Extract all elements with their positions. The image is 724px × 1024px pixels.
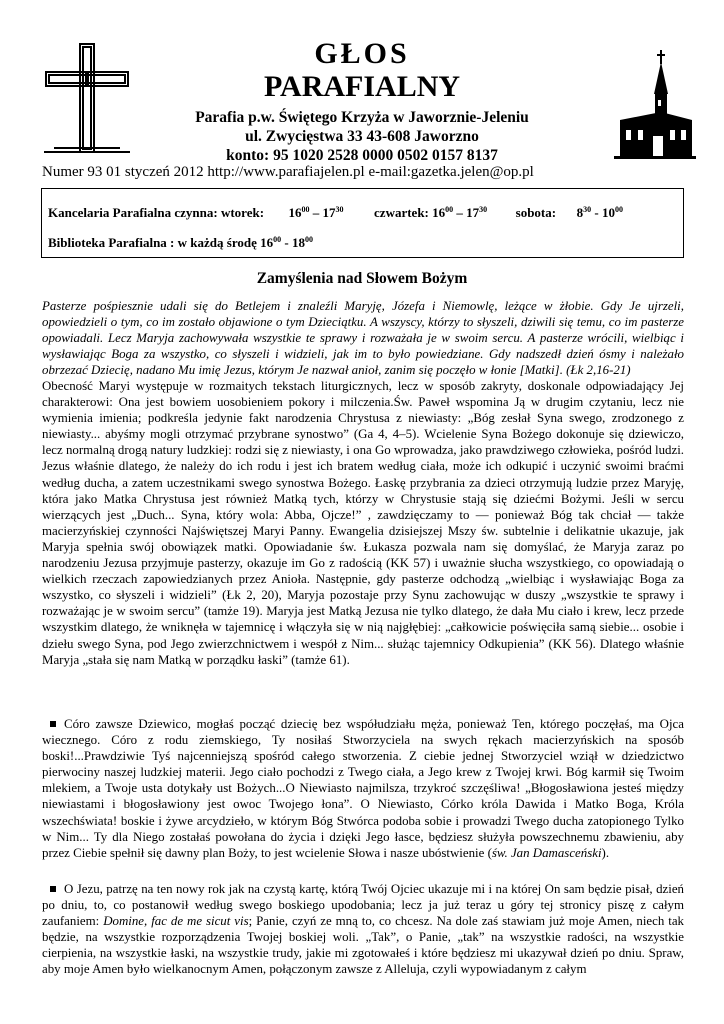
parish-name: Parafia p.w. Świętego Krzyża w Jaworznie-Jeleniu: [195, 109, 529, 126]
bullet-icon: [50, 721, 56, 727]
prayer-paragraph-1: Córo zawsze Dziewico, mogłaś począć dziecię bez współudziału męża, ponieważ Ten, którego poczęłaś, ma Ojca wiecznego. Córo z rodu ziemskiego, Ty nosiłaś Stworzyciela na swych rękach macierzyńskich na sposób boski!...Prawdziwie Tyś najcenniejszą spośród całego stworzenia. Z ciebie jednej Stworzyciel wziął w dziedzictwo pierwociny naszej ludzkiej materii. Jego ciało pochodzi z Twego ciała, a Jego krew z Twojej krwi. Bóg karmił się Twoim mlekiem, a Twoje usta dotykały ust Bożych...O Niewiasto najmilsza, trzykroć szczęśliwa! „Błogosławiona jesteś między niewiastami i błogosławiony jest owoc Twojego łona”. O Niewiasto, Córko króla Dawida i Matko Boga, Króla wszechświata! boskie i żywe arcydzieło, w którym Bóg Stwórca podoba sobie i prowadzi Twego ducha zatopionego Tylko w Nim... Ty dla Niego zostałaś powołana do życia i dzięki Jego łasce, będziesz służyła powszechnemu zbawieniu, aby przez Ciebie spełnił się dawny plan Boży, to jest wcielenie Słowa i nasze ubóstwienie (św. Jan Damasceński).: [42, 717, 684, 860]
thursday-label: czwartek:: [374, 205, 429, 220]
bullet-icon: [50, 886, 56, 892]
tuesday-hours: $16^{00} - 17^{30}$: [288, 205, 344, 220]
saturday-hours: $8^{30} - 10^{00}$: [576, 205, 623, 220]
saturday-label: sobota:: [515, 205, 557, 220]
bank-account: konto: 95 1020 2528 0000 0502 0157 8137: [226, 147, 498, 164]
office-label: Kancelaria Parafialna czynna: wtorek:: [48, 205, 265, 220]
thursday-hours: $16^{00} - 17^{30}$: [432, 205, 488, 220]
library-label: Biblioteka Parafialna : w każdą środę: [48, 235, 257, 250]
article-title: Zamyślenia nad Słowem Bożym: [256, 270, 468, 287]
commentary-paragraph: Obecność Maryi występuje w rozmaitych tekstach liturgicznych, lecz w sposób zakryty, doskonale odpowiadający Jej charakterowi: Ona jest bowiem uosobieniem pokory i milczenia.Św. Paweł wspomina Ją w drugim czytaniu, lecz nie wymienia imienia; podkreśla jedynie fakt narodzenia Chrystusa z niewiasty: „Bóg zesłał Syna swego, zrodzonego z niewiasty... abyśmy mogli otrzymać przybrane synostwo” (Ga 4, 4–5). Wcielenie Syna Bożego dokonuje się dziewiczo, lecz normalną drogą natury ludzkiej: rodzi się z niewiasty, i ona Go wprowadza, jako prawdziwego człowieka, pośród ludzi. Jezus właśnie dlatego, że należy do ich rodu i jest ich bratem według ciała, może ich odkupić i uczynić swoimi braćmi według ducha, a zatem uczestnikami swego synostwa Bożego. Łaskę przybrania za dzieci otrzymują ludzie przez Maryję, która jako Matka Chrystusa jest również Matką tych, którzy w Chrystusie stają się dziećmi Bożymi. Jeśli w sercu wierzących jest „Duch... Syna, który wola: Abba, Ojcze!” , zawdzięczamy to — ponieważ Bóg tak chciał — także macierzyńskiej czynności Najświętszej Maryi Panny. Ewangelia dzisiejszej Mszy św. subtelnie i delikatnie ukazuje, jak Maryja spełnia swój obowiązek matki. Opowiadanie św. Łukasza pozwala nam się domyślać, że Maryja zaraz po narodzeniu Jezusa przyjmuje pasterzy, okazuje im Go z radością (KK 57) i uważnie słucha wszystkiego, co opowiadają o wielkich rzeczach zapowiedzianych przez Anioła. Następnie, gdy pasterze odchodzą „wielbiąc i wysławiając Boga za wszystko, co słyszeli i widzieli” (Łk 2, 20), Maryja pozostaje przy Synu zachowując w duszy „wszystkie te sprawy i rozważając je w swoim sercu” (tamże 19). Maryja jest Matką Jezusa nie tylko dlatego, że dała Mu ciało i krew, lecz przede wszystkim dlatego, że wniknęła w tajemnicę i włączyła się w nią najgłębiej: „całkowicie poświęciła samą siebie... osobie i dziełu swego Syna, pod Jego zwierzchnictwem i wespół z Nim... służąc tajemnicy Odkupienia” (KK 56). Dlatego właśnie Maryja „stała się nam Matką w porządku łaski” (tamże 61).: [42, 379, 684, 667]
gospel-quote: Pasterze pośpiesznie udali się do Betlejem i znaleźli Maryję, Józefa i Niemowlę, leżące w żłobie. Gdy Je ujrzeli, opowiedzieli o tym, co im zostało objawione o tym Dzieciątku. A wszyscy, którzy to słyszeli, dziwili się temu, co im pasterze opowiadali. Lecz Maryja zachowywała wszystkie te sprawy i rozważała je w swoim sercu. A pasterze wrócili, wielbiąc i wysławiając Boga za wszystko, co słyszeli i widzieli, jak im to było powiedziane. Gdy nadszedł dzień ósmy i należało obrzezać Dziecię, nadano Mu imię Jezus, którym Je nazwał anioł, zanim się poczęło w łonie [Matki]. (Łk 2,16-21): [42, 299, 684, 378]
issue-line: Numer 93 01 styczeń 2012 http://www.parafiajelen.pl e-mail:gazetka.jelen@op.pl: [42, 164, 534, 180]
prayer-author: św. Jan Damasceński: [491, 845, 602, 860]
parish-address: ul. Zwycięstwa 33 43-608 Jaworzno: [245, 128, 479, 145]
prayer-paragraph-2: O Jezu, patrzę na ten nowy rok jak na czystą kartę, którą Twój Ojciec ukazuje mi i na której On sam będzie pisał, dzień po dniu, to, co postanowił według swego boskiego upodobania; lecz ja już teraz u góry tej stronicy piszę z całym zaufaniem: Domine, fac de me sicut vis; Panie, czyń ze mną to, co chcesz. Na dole zaś stawiam już moje Amen, niech tak będzie, na wszystkie rozporządzenia Twojej boskiej woli. „Tak”, o Panie, „tak” na wszystkie radości, na wszystkie cierpienia, na wszystkie łaski, na wszystkie trudy, jakie mi zgotowałeś i które będziesz mi ukazywał dzień po dniu. Spraw, aby moje Amen było wielkanocnym Amen, połączonym zawsze z Alleluja, czyli wypowiadanym z całym: [42, 882, 684, 977]
latin-phrase: Domine, fac de me sicut vis: [103, 914, 249, 929]
newsletter-title-line1: GŁOS: [314, 37, 410, 70]
library-hours-row: [48, 235, 313, 251]
library-hours: $16^{00} - 18^{00}$: [260, 235, 313, 250]
office-hours-row: [48, 205, 623, 221]
office-hours-box: [41, 188, 684, 258]
newsletter-title-line2: PARAFIALNY: [263, 70, 461, 103]
